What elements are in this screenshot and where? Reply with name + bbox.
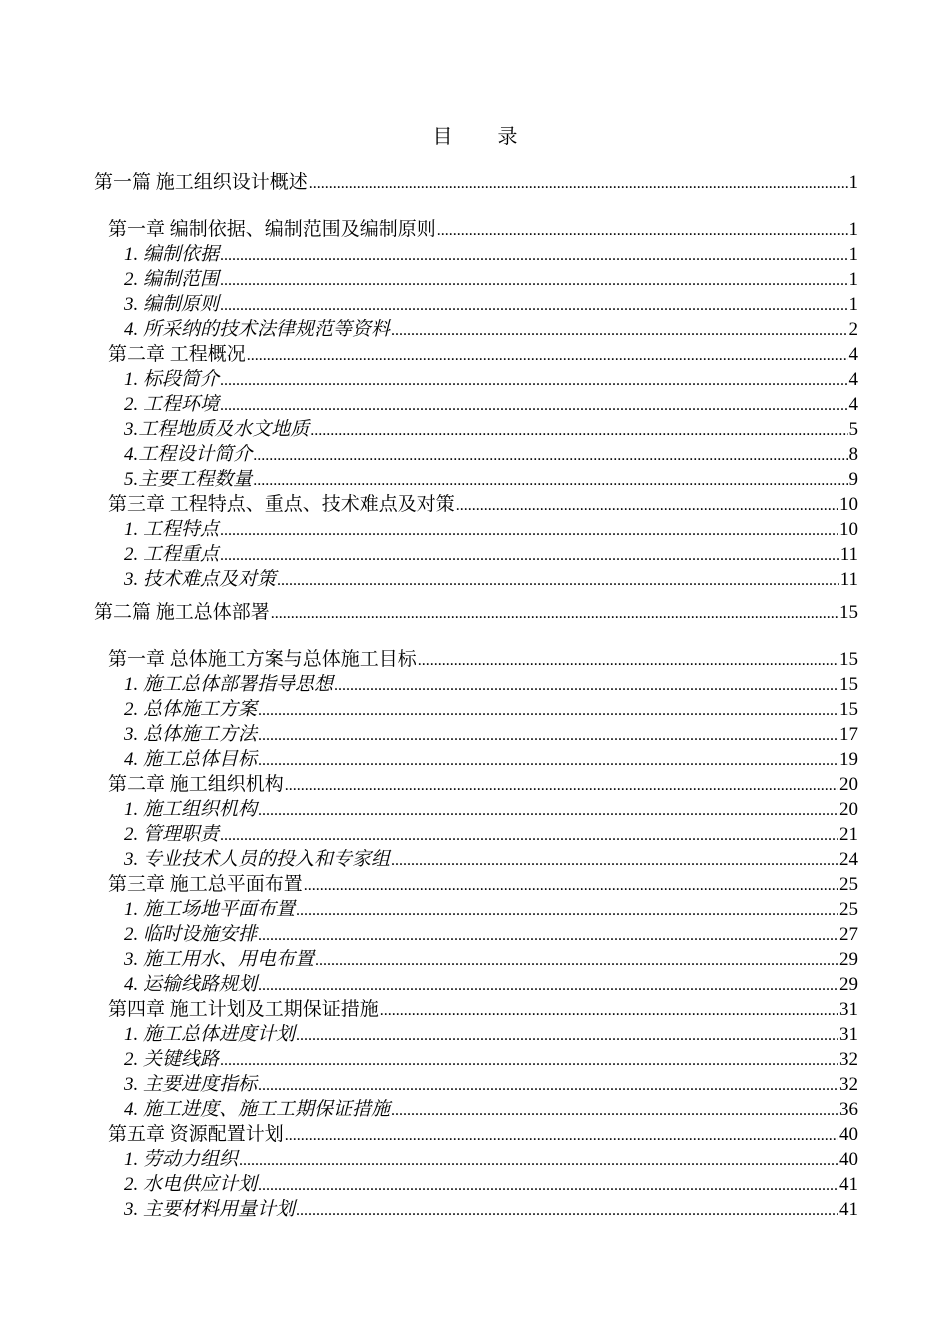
toc-page-number: 1 bbox=[848, 219, 858, 240]
toc-entry-label: 3. 技术难点及对策 bbox=[124, 569, 277, 590]
dot-leader bbox=[285, 773, 838, 798]
toc-page-number: 11 bbox=[839, 544, 858, 565]
toc-page-number: 40 bbox=[839, 1124, 858, 1145]
dot-leader bbox=[271, 601, 838, 626]
toc-page-number: 36 bbox=[839, 1099, 858, 1120]
dot-leader bbox=[220, 1048, 838, 1073]
toc-page-number: 17 bbox=[839, 724, 858, 745]
toc-entry-label: 第一章 总体施工方案与总体施工目标 bbox=[108, 649, 417, 670]
toc-page-number: 1 bbox=[848, 294, 858, 315]
toc-entry-label: 第一篇 施工组织设计概述 bbox=[94, 172, 308, 193]
toc-entry[interactable] bbox=[108, 342, 858, 367]
toc-page-number: 15 bbox=[839, 649, 858, 670]
toc-entry[interactable] bbox=[124, 1022, 858, 1047]
toc-entry[interactable] bbox=[108, 997, 858, 1022]
dot-leader bbox=[220, 823, 838, 848]
dot-leader bbox=[334, 673, 838, 698]
dot-leader bbox=[315, 948, 838, 973]
toc-page-number: 31 bbox=[839, 1024, 858, 1045]
toc-entry-label: 1. 施工组织机构 bbox=[124, 799, 258, 820]
toc-entry-label: 第一章 编制依据、编制范围及编制原则 bbox=[108, 219, 436, 240]
toc-page-number: 21 bbox=[839, 824, 858, 845]
toc-page-number: 41 bbox=[839, 1199, 858, 1220]
dot-leader bbox=[220, 293, 847, 318]
dot-leader bbox=[296, 1198, 838, 1223]
toc-entry[interactable] bbox=[124, 922, 858, 947]
toc-entry-label: 2. 临时设施安排 bbox=[124, 924, 258, 945]
dot-leader bbox=[253, 443, 847, 468]
dot-leader bbox=[258, 1173, 838, 1198]
toc-entry[interactable] bbox=[124, 242, 858, 267]
toc-page-number: 4 bbox=[848, 369, 858, 390]
toc-page-number: 32 bbox=[839, 1074, 858, 1095]
dot-leader bbox=[380, 998, 838, 1023]
toc-entry[interactable] bbox=[124, 1197, 858, 1222]
toc-entry-label: 4. 运输线路规划 bbox=[124, 974, 258, 995]
toc-entry-label: 5.主要工程数量 bbox=[124, 469, 253, 490]
dot-leader bbox=[220, 393, 847, 418]
toc-page-number: 4 bbox=[848, 344, 858, 365]
toc-entry[interactable] bbox=[108, 647, 858, 672]
dot-leader bbox=[456, 493, 838, 518]
toc-entry-label: 2. 管理职责 bbox=[124, 824, 220, 845]
toc-entry[interactable] bbox=[94, 170, 858, 195]
dot-leader bbox=[220, 243, 847, 268]
toc-entry[interactable] bbox=[124, 1047, 858, 1072]
dot-leader bbox=[258, 923, 838, 948]
dot-leader bbox=[258, 1073, 838, 1098]
dot-leader bbox=[220, 543, 839, 568]
toc-page-number: 10 bbox=[839, 494, 858, 515]
toc-entry-label: 2. 工程重点 bbox=[124, 544, 220, 565]
toc-page-number: 20 bbox=[839, 799, 858, 820]
toc-page-number: 31 bbox=[839, 999, 858, 1020]
toc-entry-label: 第三章 施工总平面布置 bbox=[108, 874, 303, 895]
toc-entry-label: 2. 关键线路 bbox=[124, 1049, 220, 1070]
dot-leader bbox=[220, 368, 847, 393]
toc-page-number: 8 bbox=[848, 444, 858, 465]
dot-leader bbox=[285, 1123, 838, 1148]
toc-page-number: 25 bbox=[839, 899, 858, 920]
dot-leader bbox=[253, 468, 847, 493]
toc-entry[interactable] bbox=[124, 897, 858, 922]
toc-entry-label: 1. 施工场地平面布置 bbox=[124, 899, 296, 920]
dot-leader bbox=[247, 343, 848, 368]
toc-entry-label: 1. 标段简介 bbox=[124, 369, 220, 390]
dot-leader bbox=[304, 873, 838, 898]
toc-entry[interactable] bbox=[124, 267, 858, 292]
toc-page-number: 1 bbox=[848, 172, 858, 193]
toc-entry[interactable] bbox=[108, 217, 858, 242]
toc-entry[interactable] bbox=[124, 392, 858, 417]
toc-entry[interactable] bbox=[108, 772, 858, 797]
toc-page-number: 5 bbox=[848, 419, 858, 440]
toc-entry-label: 3.工程地质及水文地质 bbox=[124, 419, 310, 440]
dot-leader bbox=[258, 698, 838, 723]
toc-entry[interactable] bbox=[94, 600, 858, 625]
toc-page-number: 24 bbox=[839, 849, 858, 870]
dot-leader bbox=[258, 973, 838, 998]
toc-entry-label: 3. 专业技术人员的投入和专家组 bbox=[124, 849, 391, 870]
toc-page-number: 1 bbox=[848, 244, 858, 265]
toc-page-number: 9 bbox=[848, 469, 858, 490]
toc-entry[interactable] bbox=[124, 567, 858, 592]
toc-entry-label: 第三章 工程特点、重点、技术难点及对策 bbox=[108, 494, 455, 515]
toc-page-number: 20 bbox=[839, 774, 858, 795]
toc-entry[interactable] bbox=[124, 947, 858, 972]
toc-page-number: 4 bbox=[848, 394, 858, 415]
toc-entry[interactable] bbox=[124, 747, 858, 772]
toc-entry-label: 第二章 工程概况 bbox=[108, 344, 246, 365]
toc-entry-label: 1. 施工总体部署指导思想 bbox=[124, 674, 334, 695]
toc-entry-label: 4. 施工总体目标 bbox=[124, 749, 258, 770]
dot-leader bbox=[296, 1023, 838, 1048]
toc-entry[interactable] bbox=[124, 1097, 858, 1122]
toc-entry-label: 2. 总体施工方案 bbox=[124, 699, 258, 720]
toc-entry-label: 4. 所采纳的技术法律规范等资料 bbox=[124, 319, 391, 340]
toc-title: 目 录 bbox=[432, 126, 538, 148]
toc-page-number: 27 bbox=[839, 924, 858, 945]
toc-entry[interactable] bbox=[108, 492, 858, 517]
toc-entry[interactable] bbox=[124, 442, 858, 467]
dot-leader bbox=[239, 1148, 838, 1173]
toc-entry[interactable] bbox=[124, 517, 858, 542]
toc-entry[interactable] bbox=[124, 972, 858, 997]
toc-page-number: 10 bbox=[839, 519, 858, 540]
toc-page-number: 2 bbox=[848, 319, 858, 340]
dot-leader bbox=[220, 518, 838, 543]
toc-entry-label: 1. 编制依据 bbox=[124, 244, 220, 265]
toc-entry[interactable] bbox=[124, 1172, 858, 1197]
toc-entry-label: 4. 施工进度、施工工期保证措施 bbox=[124, 1099, 391, 1120]
toc-entry[interactable] bbox=[124, 292, 858, 317]
toc-entry[interactable] bbox=[124, 847, 858, 872]
toc-entry[interactable] bbox=[124, 367, 858, 392]
toc-entry[interactable] bbox=[124, 797, 858, 822]
toc-entry[interactable] bbox=[124, 672, 858, 697]
toc-page-number: 15 bbox=[839, 602, 858, 623]
toc-entry-label: 第五章 资源配置计划 bbox=[108, 1124, 284, 1145]
toc-entry-label: 4.工程设计简介 bbox=[124, 444, 253, 465]
dot-leader bbox=[296, 898, 838, 923]
toc-entry[interactable] bbox=[124, 1147, 858, 1172]
toc-entry[interactable] bbox=[124, 722, 858, 747]
toc-page-number: 19 bbox=[839, 749, 858, 770]
toc-entry-label: 3. 施工用水、用电布置 bbox=[124, 949, 315, 970]
dot-leader bbox=[391, 318, 847, 343]
toc-entry[interactable] bbox=[124, 417, 858, 442]
dot-leader bbox=[437, 218, 848, 243]
toc-entry[interactable] bbox=[108, 872, 858, 897]
dot-leader bbox=[391, 1098, 838, 1123]
toc-entry-label: 2. 编制范围 bbox=[124, 269, 220, 290]
toc-entry-label: 第二篇 施工总体部署 bbox=[94, 602, 270, 623]
toc-page-number: 15 bbox=[839, 674, 858, 695]
toc-page-number: 32 bbox=[839, 1049, 858, 1070]
dot-leader bbox=[258, 723, 838, 748]
toc-entry-label: 1. 施工总体进度计划 bbox=[124, 1024, 296, 1045]
toc-entry-label: 3. 编制原则 bbox=[124, 294, 220, 315]
toc-entry[interactable] bbox=[124, 1072, 858, 1097]
dot-leader bbox=[220, 268, 847, 293]
toc-page-number: 25 bbox=[839, 874, 858, 895]
toc-entry-label: 1. 劳动力组织 bbox=[124, 1149, 239, 1170]
toc-entry[interactable] bbox=[124, 317, 858, 342]
toc-entry-label: 第二章 施工组织机构 bbox=[108, 774, 284, 795]
toc-entry-label: 2. 工程环境 bbox=[124, 394, 220, 415]
dot-leader bbox=[258, 798, 838, 823]
dot-leader bbox=[309, 171, 848, 196]
toc-entry-label: 1. 工程特点 bbox=[124, 519, 220, 540]
dot-leader bbox=[391, 848, 838, 873]
toc-entry-label: 第四章 施工计划及工期保证措施 bbox=[108, 999, 379, 1020]
toc-entry-label: 2. 水电供应计划 bbox=[124, 1174, 258, 1195]
toc-page-number: 15 bbox=[839, 699, 858, 720]
toc-entry[interactable] bbox=[108, 1122, 858, 1147]
toc-page-number: 29 bbox=[839, 949, 858, 970]
dot-leader bbox=[418, 648, 838, 673]
toc-entry-label: 3. 主要材料用量计划 bbox=[124, 1199, 296, 1220]
toc-entry[interactable] bbox=[124, 467, 858, 492]
toc-page-number: 1 bbox=[848, 269, 858, 290]
toc-entry[interactable] bbox=[124, 542, 858, 567]
toc-page-number: 40 bbox=[839, 1149, 858, 1170]
toc-entry-label: 3. 总体施工方法 bbox=[124, 724, 258, 745]
dot-leader bbox=[310, 418, 847, 443]
toc-entry[interactable] bbox=[124, 822, 858, 847]
toc-entry[interactable] bbox=[124, 697, 858, 722]
toc-entry-label: 3. 主要进度指标 bbox=[124, 1074, 258, 1095]
toc-page-number: 41 bbox=[839, 1174, 858, 1195]
toc-page-number: 29 bbox=[839, 974, 858, 995]
toc-page-number: 11 bbox=[839, 569, 858, 590]
dot-leader bbox=[258, 748, 838, 773]
dot-leader bbox=[277, 568, 839, 593]
